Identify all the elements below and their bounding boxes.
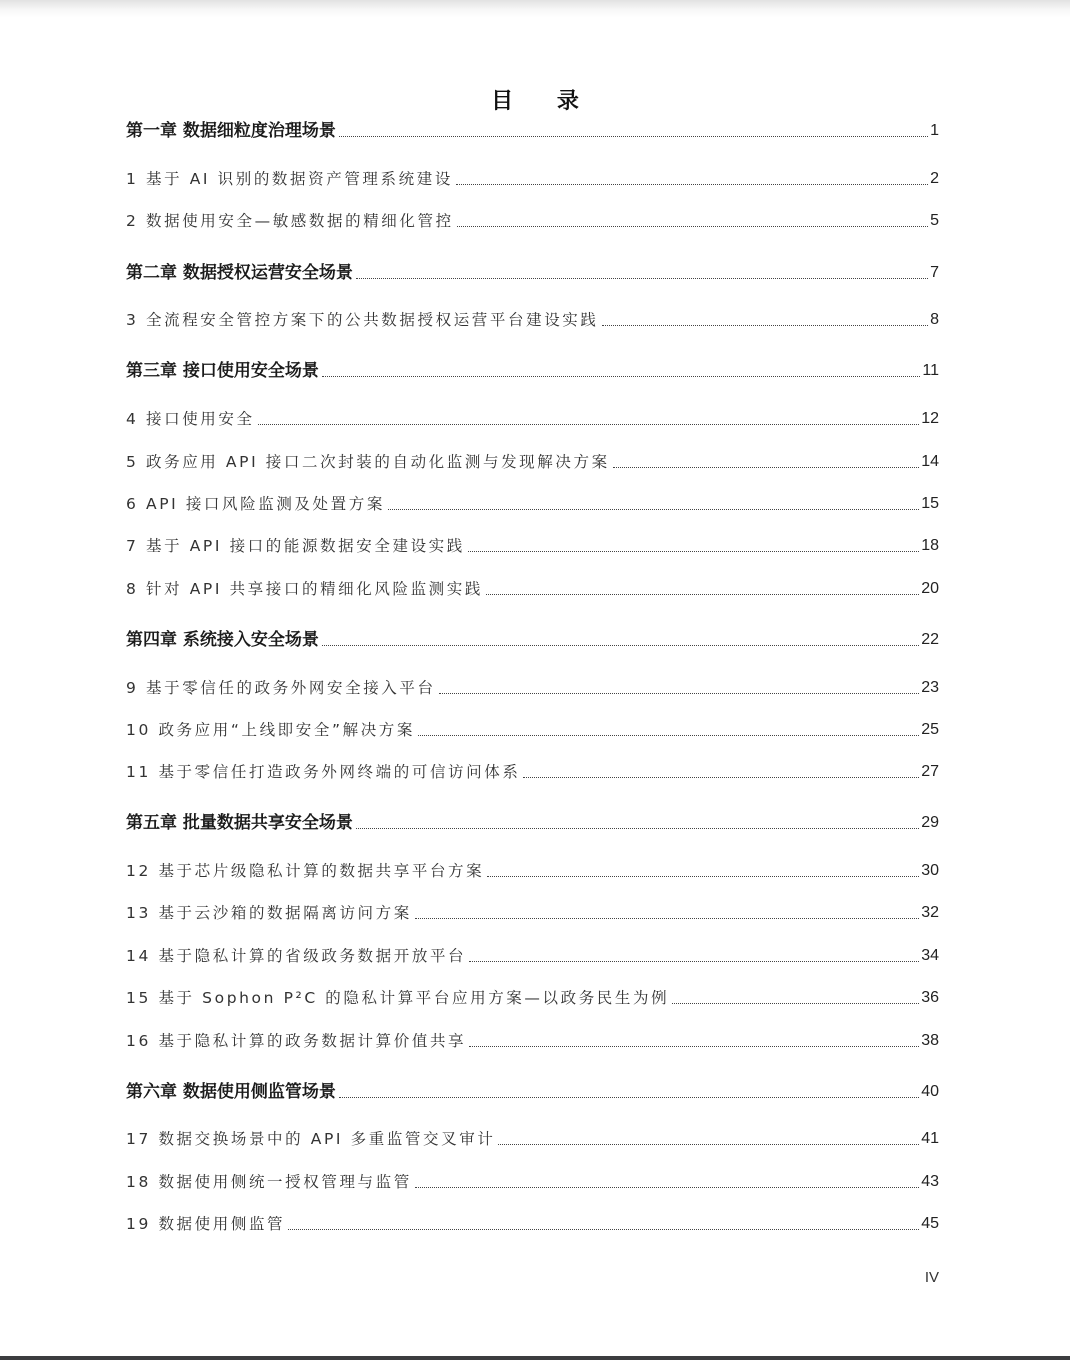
toc-entry-page: 11 <box>922 362 939 379</box>
toc-entry-title: 13 基于云沙箱的数据隔离访问方案 <box>126 904 412 922</box>
toc-chapter-entry[interactable] <box>126 358 939 382</box>
toc-chapter-entry[interactable] <box>126 260 939 284</box>
toc-entry-page: 5 <box>930 212 939 229</box>
toc-entry-title: 9 基于零信任的政务外网安全接入平台 <box>126 679 436 697</box>
dot-leader <box>602 325 929 326</box>
toc-chapter-entry[interactable] <box>126 810 939 834</box>
toc-section-entry[interactable] <box>126 943 939 967</box>
dot-leader <box>469 1046 919 1047</box>
toc-section-entry[interactable] <box>126 491 939 515</box>
dot-leader <box>468 551 919 552</box>
toc-entry-page: 8 <box>930 311 939 328</box>
dot-leader <box>486 594 919 595</box>
toc-entry-title: 17 数据交换场景中的 API 多重监管交叉审计 <box>126 1130 496 1148</box>
toc-chapter-entry[interactable] <box>126 118 939 142</box>
dot-leader <box>388 509 919 510</box>
toc-entry-title: 3 全流程安全管控方案下的公共数据授权运营平台建设实践 <box>126 311 599 329</box>
dot-leader <box>339 136 928 137</box>
dot-leader <box>418 735 919 736</box>
dot-leader <box>613 467 920 468</box>
toc-section-entry[interactable] <box>126 759 939 783</box>
dot-leader <box>439 693 920 694</box>
viewer-top-shadow <box>0 0 1070 18</box>
toc-entry-page: 29 <box>921 814 939 831</box>
toc-section-entry[interactable] <box>126 717 939 741</box>
toc-entry-page: 25 <box>921 721 939 738</box>
dot-leader <box>415 918 919 919</box>
toc-entry-title: 2 数据使用安全—敏感数据的精细化管控 <box>126 212 454 230</box>
toc-section-entry[interactable] <box>126 1028 939 1052</box>
page-number: IV <box>924 1269 939 1286</box>
toc-section-entry[interactable] <box>126 1211 939 1235</box>
toc-entry-page: 40 <box>921 1083 939 1100</box>
dot-leader <box>356 828 919 829</box>
toc-entry-title: 16 基于隐私计算的政务数据计算价值共享 <box>126 1032 467 1050</box>
dot-leader <box>456 184 928 185</box>
dot-leader <box>356 278 928 279</box>
toc-entry-page: 30 <box>921 862 939 879</box>
toc-entry-title: 12 基于芯片级隐私计算的数据共享平台方案 <box>126 862 485 880</box>
toc-entry-page: 18 <box>921 537 939 554</box>
page-title: 目 录 <box>491 89 597 114</box>
dot-leader <box>322 645 919 646</box>
toc-entry-title: 6 API 接口风险监测及处置方案 <box>126 495 385 513</box>
dot-leader <box>339 1097 919 1098</box>
toc-section-entry[interactable] <box>126 1169 939 1193</box>
dot-leader <box>523 777 919 778</box>
toc-entry-page: 32 <box>921 904 939 921</box>
toc-chapter-entry[interactable] <box>126 1079 939 1103</box>
toc-section-entry[interactable] <box>126 675 939 699</box>
toc-entry-title: 第一章 数据细粒度治理场景 <box>126 121 336 141</box>
toc-entry-page: 7 <box>930 264 939 281</box>
toc-entry-page: 12 <box>921 410 939 427</box>
toc-entry-title: 15 基于 Sophon P²C 的隐私计算平台应用方案—以政务民生为例 <box>126 989 670 1007</box>
toc-entry-title: 7 基于 API 接口的能源数据安全建设实践 <box>126 537 465 555</box>
toc-entry-title: 第四章 系统接入安全场景 <box>126 630 319 650</box>
dot-leader <box>672 1003 919 1004</box>
toc-entry-page: 38 <box>921 1032 939 1049</box>
dot-leader <box>288 1229 919 1230</box>
toc-entry-title: 11 基于零信任打造政务外网终端的可信访问体系 <box>126 763 521 781</box>
toc-section-entry[interactable] <box>126 900 939 924</box>
toc-section-entry[interactable] <box>126 208 939 232</box>
toc-entry-title: 19 数据使用侧监管 <box>126 1215 286 1233</box>
dot-leader <box>322 376 920 377</box>
dot-leader <box>498 1144 919 1145</box>
toc-section-entry[interactable] <box>126 576 939 600</box>
toc-entry-page: 22 <box>921 631 939 648</box>
toc-entry-title: 第五章 批量数据共享安全场景 <box>126 813 353 833</box>
toc-entry-page: 36 <box>921 989 939 1006</box>
toc-section-entry[interactable] <box>126 307 939 331</box>
toc-entry-title: 4 接口使用安全 <box>126 410 255 428</box>
toc-entry-page: 27 <box>921 763 939 780</box>
toc-section-entry[interactable] <box>126 985 939 1009</box>
toc-entry-page: 1 <box>930 122 939 139</box>
toc-entry-page: 14 <box>921 453 939 470</box>
dot-leader <box>487 876 919 877</box>
toc-entry-title: 8 针对 API 共享接口的精细化风险监测实践 <box>126 580 483 598</box>
toc-entry-title: 5 政务应用 API 接口二次封装的自动化监测与发现解决方案 <box>126 453 610 471</box>
toc-section-entry[interactable] <box>126 1126 939 1150</box>
toc-entry-page: 15 <box>921 495 939 512</box>
toc-section-entry[interactable] <box>126 449 939 473</box>
toc-entry-page: 20 <box>921 580 939 597</box>
toc-entry-page: 2 <box>930 170 939 187</box>
dot-leader <box>415 1187 919 1188</box>
dot-leader <box>457 226 928 227</box>
toc-entry-page: 23 <box>921 679 939 696</box>
toc-section-entry[interactable] <box>126 406 939 430</box>
toc-entry-title: 1 基于 AI 识别的数据资产管理系统建设 <box>126 170 453 188</box>
toc-section-entry[interactable] <box>126 533 939 557</box>
toc-entry-title: 18 数据使用侧统一授权管理与监管 <box>126 1173 412 1191</box>
toc-entry-page: 34 <box>921 947 939 964</box>
toc-entry-title: 14 基于隐私计算的省级政务数据开放平台 <box>126 947 467 965</box>
toc-entry-title: 第三章 接口使用安全场景 <box>126 361 319 381</box>
toc-entry-page: 43 <box>921 1173 939 1190</box>
toc-entry-title: 第六章 数据使用侧监管场景 <box>126 1082 336 1102</box>
toc-entry-title: 10 政务应用“上线即安全”解决方案 <box>126 721 416 739</box>
toc-section-entry[interactable] <box>126 166 939 190</box>
toc-section-entry[interactable] <box>126 858 939 882</box>
toc-entry-page: 41 <box>921 1130 939 1147</box>
toc-entry-title: 第二章 数据授权运营安全场景 <box>126 263 353 283</box>
dot-leader <box>469 961 919 962</box>
dot-leader <box>258 424 920 425</box>
viewer-bottom-bar <box>0 1356 1070 1360</box>
toc-chapter-entry[interactable] <box>126 627 939 651</box>
toc-entry-page: 45 <box>921 1215 939 1232</box>
